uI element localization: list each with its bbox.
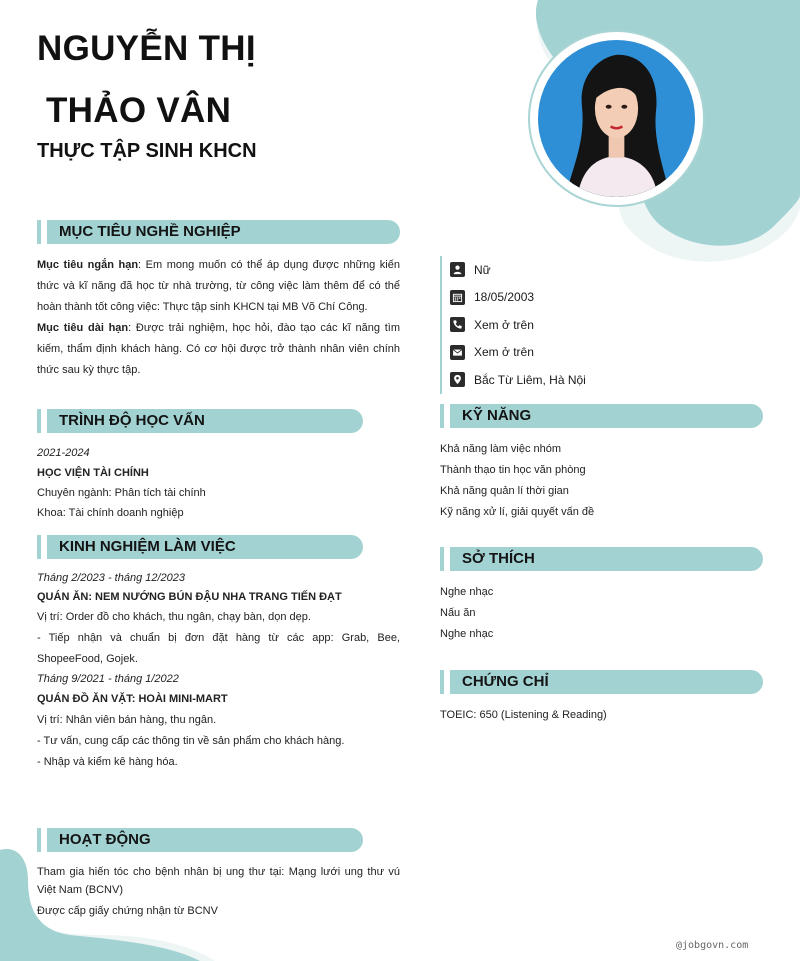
objective-text [37,255,400,381]
hobby-item: Nấu ăn [440,607,476,619]
person-icon [450,262,465,277]
section-title: SỞ THÍCH [462,550,535,567]
section-header-certificates [440,670,763,694]
activity-line: Tham gia hiến tóc cho bệnh nhân bị ung thư tại: Mạng lưới ung thư vú Việt Nam (BCNV) [37,866,400,896]
short-term-label: Mục tiêu ngắn hạn [37,259,139,271]
activity-line: Được cấp giấy chứng nhận từ BCNV [37,905,218,917]
job-period: Tháng 2/2023 - tháng 12/2023 [37,572,186,584]
short-term-text: : Em mong muốn có thể áp dụng được những kiến thức và kĩ năng đã học từ nhà trường, từ công việc làm thêm để có thể hoàn thành tốt công việc: Thực tập sinh KHCN tại MB Võ Chí Công. [37,259,400,313]
school-name: HỌC VIỆN TÀI CHÍNH [37,467,149,479]
major: Chuyên ngành: Phân tích tài chính [37,487,206,499]
section-header-experience [37,535,363,559]
section-title: HOẠT ĐỘNG [59,831,151,848]
section-header-objective [37,220,400,244]
section-title: TRÌNH ĐỘ HỌC VẤN [59,412,205,429]
hobbies-list [440,582,760,645]
contact-gender: Nữ [442,256,640,284]
job-detail: Vị trí: Nhân viên bán hàng, thu ngân. [37,714,217,726]
section-title: MỤC TIÊU NGHỀ NGHIỆP [59,223,241,240]
section-title: CHỨNG CHỈ [462,673,549,690]
job-company: QUÁN ĐỒ ĂN VẶT: HOÀI MINI-MART [37,693,228,705]
contact-phone: Xem ở trên [442,311,640,339]
skill-item: Thành thạo tin học văn phòng [440,464,586,476]
activities-text [37,863,400,920]
job-company: QUÁN ĂN: NEM NƯỚNG BÚN ĐẬU NHA TRANG TIẾN ĐẠT [37,591,342,603]
job-period: Tháng 9/2021 - tháng 1/2022 [37,673,179,685]
calendar-icon [450,290,465,305]
name-line-1: NGUYỄN THỊ [37,29,256,68]
job-detail: - Tiếp nhận và chuẩn bị đơn đặt hàng từ các app: Grab, Bee, ShopeeFood, Gojek. [37,632,400,665]
portrait-illustration [538,40,695,197]
certificate-item: TOEIC: 650 (Listening & Reading) [440,709,607,721]
long-term-text: : Được trải nghiệm, học hỏi, đào tạo các kĩ năng tìm kiếm, thẩm định khách hàng. Có cơ hội được trở thành nhân viên chính thức sau kỳ thực tập. [37,322,400,376]
contact-email: Xem ở trên [442,339,640,367]
hobby-item: Nghe nhạc [440,586,494,598]
mail-icon [450,345,465,360]
skill-item: Khả năng làm việc nhóm [440,443,562,455]
experience-list [37,569,400,773]
section-title: KỸ NĂNG [462,407,532,424]
faculty: Khoa: Tài chính doanh nghiệp [37,507,184,519]
skill-item: Kỹ năng xử lí, giải quyết vấn đề [440,506,595,518]
job-detail: - Nhập và kiểm kê hàng hóa. [37,756,178,768]
hobby-item: Nghe nhạc [440,628,494,640]
section-header-activities [37,828,363,852]
certificates-list [440,705,760,726]
avatar [528,30,705,207]
section-title: KINH NGHIỆM LÀM VIỆC [59,538,236,555]
skill-item: Khả năng quản lí thời gian [440,485,569,497]
candidate-name [37,30,256,130]
phone-icon [450,317,465,332]
job-detail: Vị trí: Order đồ cho khách, thu ngân, chạy bàn, dọn dẹp. [37,611,311,623]
contact-info [440,256,640,394]
contact-birthday: 18/05/2003 [442,284,640,312]
section-header-education [37,409,363,433]
section-header-hobbies [440,547,763,571]
education-period: 2021-2024 [37,447,90,459]
contact-address: Bắc Từ Liêm, Hà Nội [442,366,640,394]
job-role: THỰC TẬP SINH KHCN [37,140,257,162]
job-detail: - Tư vấn, cung cấp các thông tin về sản phẩm cho khách hàng. [37,735,345,747]
avatar-photo [538,40,695,197]
section-header-skills [440,404,763,428]
long-term-label: Mục tiêu dài hạn [37,322,129,334]
name-line-2: THẢO VÂN [46,91,232,130]
location-pin-icon [450,372,465,387]
skills-list [440,439,760,523]
education-entry [37,443,400,523]
watermark: @jobgovn.com [676,940,749,951]
